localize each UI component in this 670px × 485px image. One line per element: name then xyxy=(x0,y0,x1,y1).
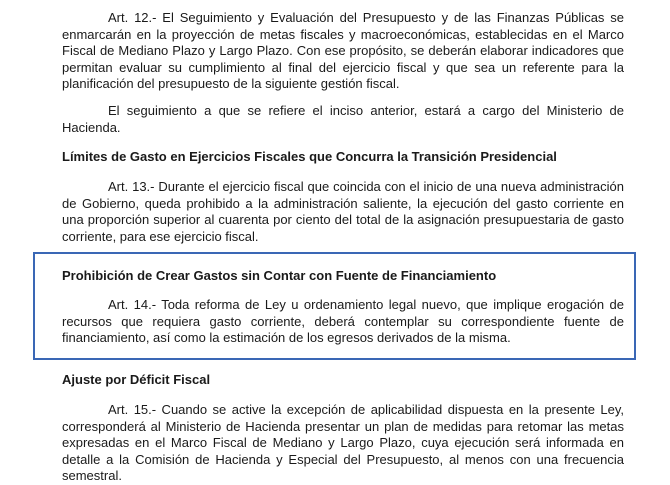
article-13-paragraph xyxy=(62,179,624,245)
article-12-followup-text: El seguimiento a que se refiere el inciso anterior, estará a cargo del Ministerio de Hacienda. xyxy=(62,103,624,135)
article-12-text: Art. 12.- El Seguimiento y Evaluación del Presupuesto y de las Finanzas Públicas se enmarcarán en la proyección de metas fiscales y macroeconómicas, establecidas en el Marco Fiscal de Mediano Plazo y Largo Plazo. Con ese propósito, se deberán elaborar indicadores que permitan evaluar su cumplimiento al final del ejercicio fiscal y que sea un referente para la planificación del presupuesto de la siguiente gestión fiscal. xyxy=(62,10,624,91)
article-15-paragraph xyxy=(62,402,624,485)
article-15-text: Art. 15.- Cuando se active la excepción de aplicabilidad dispuesta en la presente Ley, corresponderá al Ministerio de Hacienda presentar un plan de medidas para retomar las metas expresadas en el Marco Fiscal de Mediano y Largo Plazo, cuya ejecución será informada en detalle a la Comisión de Hacienda y Especial del Presupuesto, al menos con una frecuencia semestral. xyxy=(62,402,624,483)
article-13-text: Art. 13.- Durante el ejercicio fiscal que coincida con el inicio de una nueva administración de Gobierno, queda prohibido a la administración saliente, la ejecución del gasto corriente en una proporción superior al cuarenta por ciento del total de la asignación presupuestaria de gasto corriente, para ese ejercicio fiscal. xyxy=(62,179,624,244)
article-14-text: Art. 14.- Toda reforma de Ley u ordenamiento legal nuevo, que implique erogación de recursos que requiera gasto corriente, deberá contemplar su correspondiente fuente de financiamiento, así como la estimación de los egresos derivados de la misma. xyxy=(62,297,624,345)
article-14-paragraph xyxy=(62,297,624,347)
section-heading-spending-limits: Límites de Gasto en Ejercicios Fiscales que Concurra la Transición Presidencial xyxy=(62,149,557,164)
section-heading-financing-prohibition: Prohibición de Crear Gastos sin Contar con Fuente de Financiamiento xyxy=(62,268,497,283)
article-12-paragraph xyxy=(62,10,624,93)
article-12-followup-paragraph xyxy=(62,103,624,136)
section-heading-fiscal-deficit: Ajuste por Déficit Fiscal xyxy=(62,372,211,387)
